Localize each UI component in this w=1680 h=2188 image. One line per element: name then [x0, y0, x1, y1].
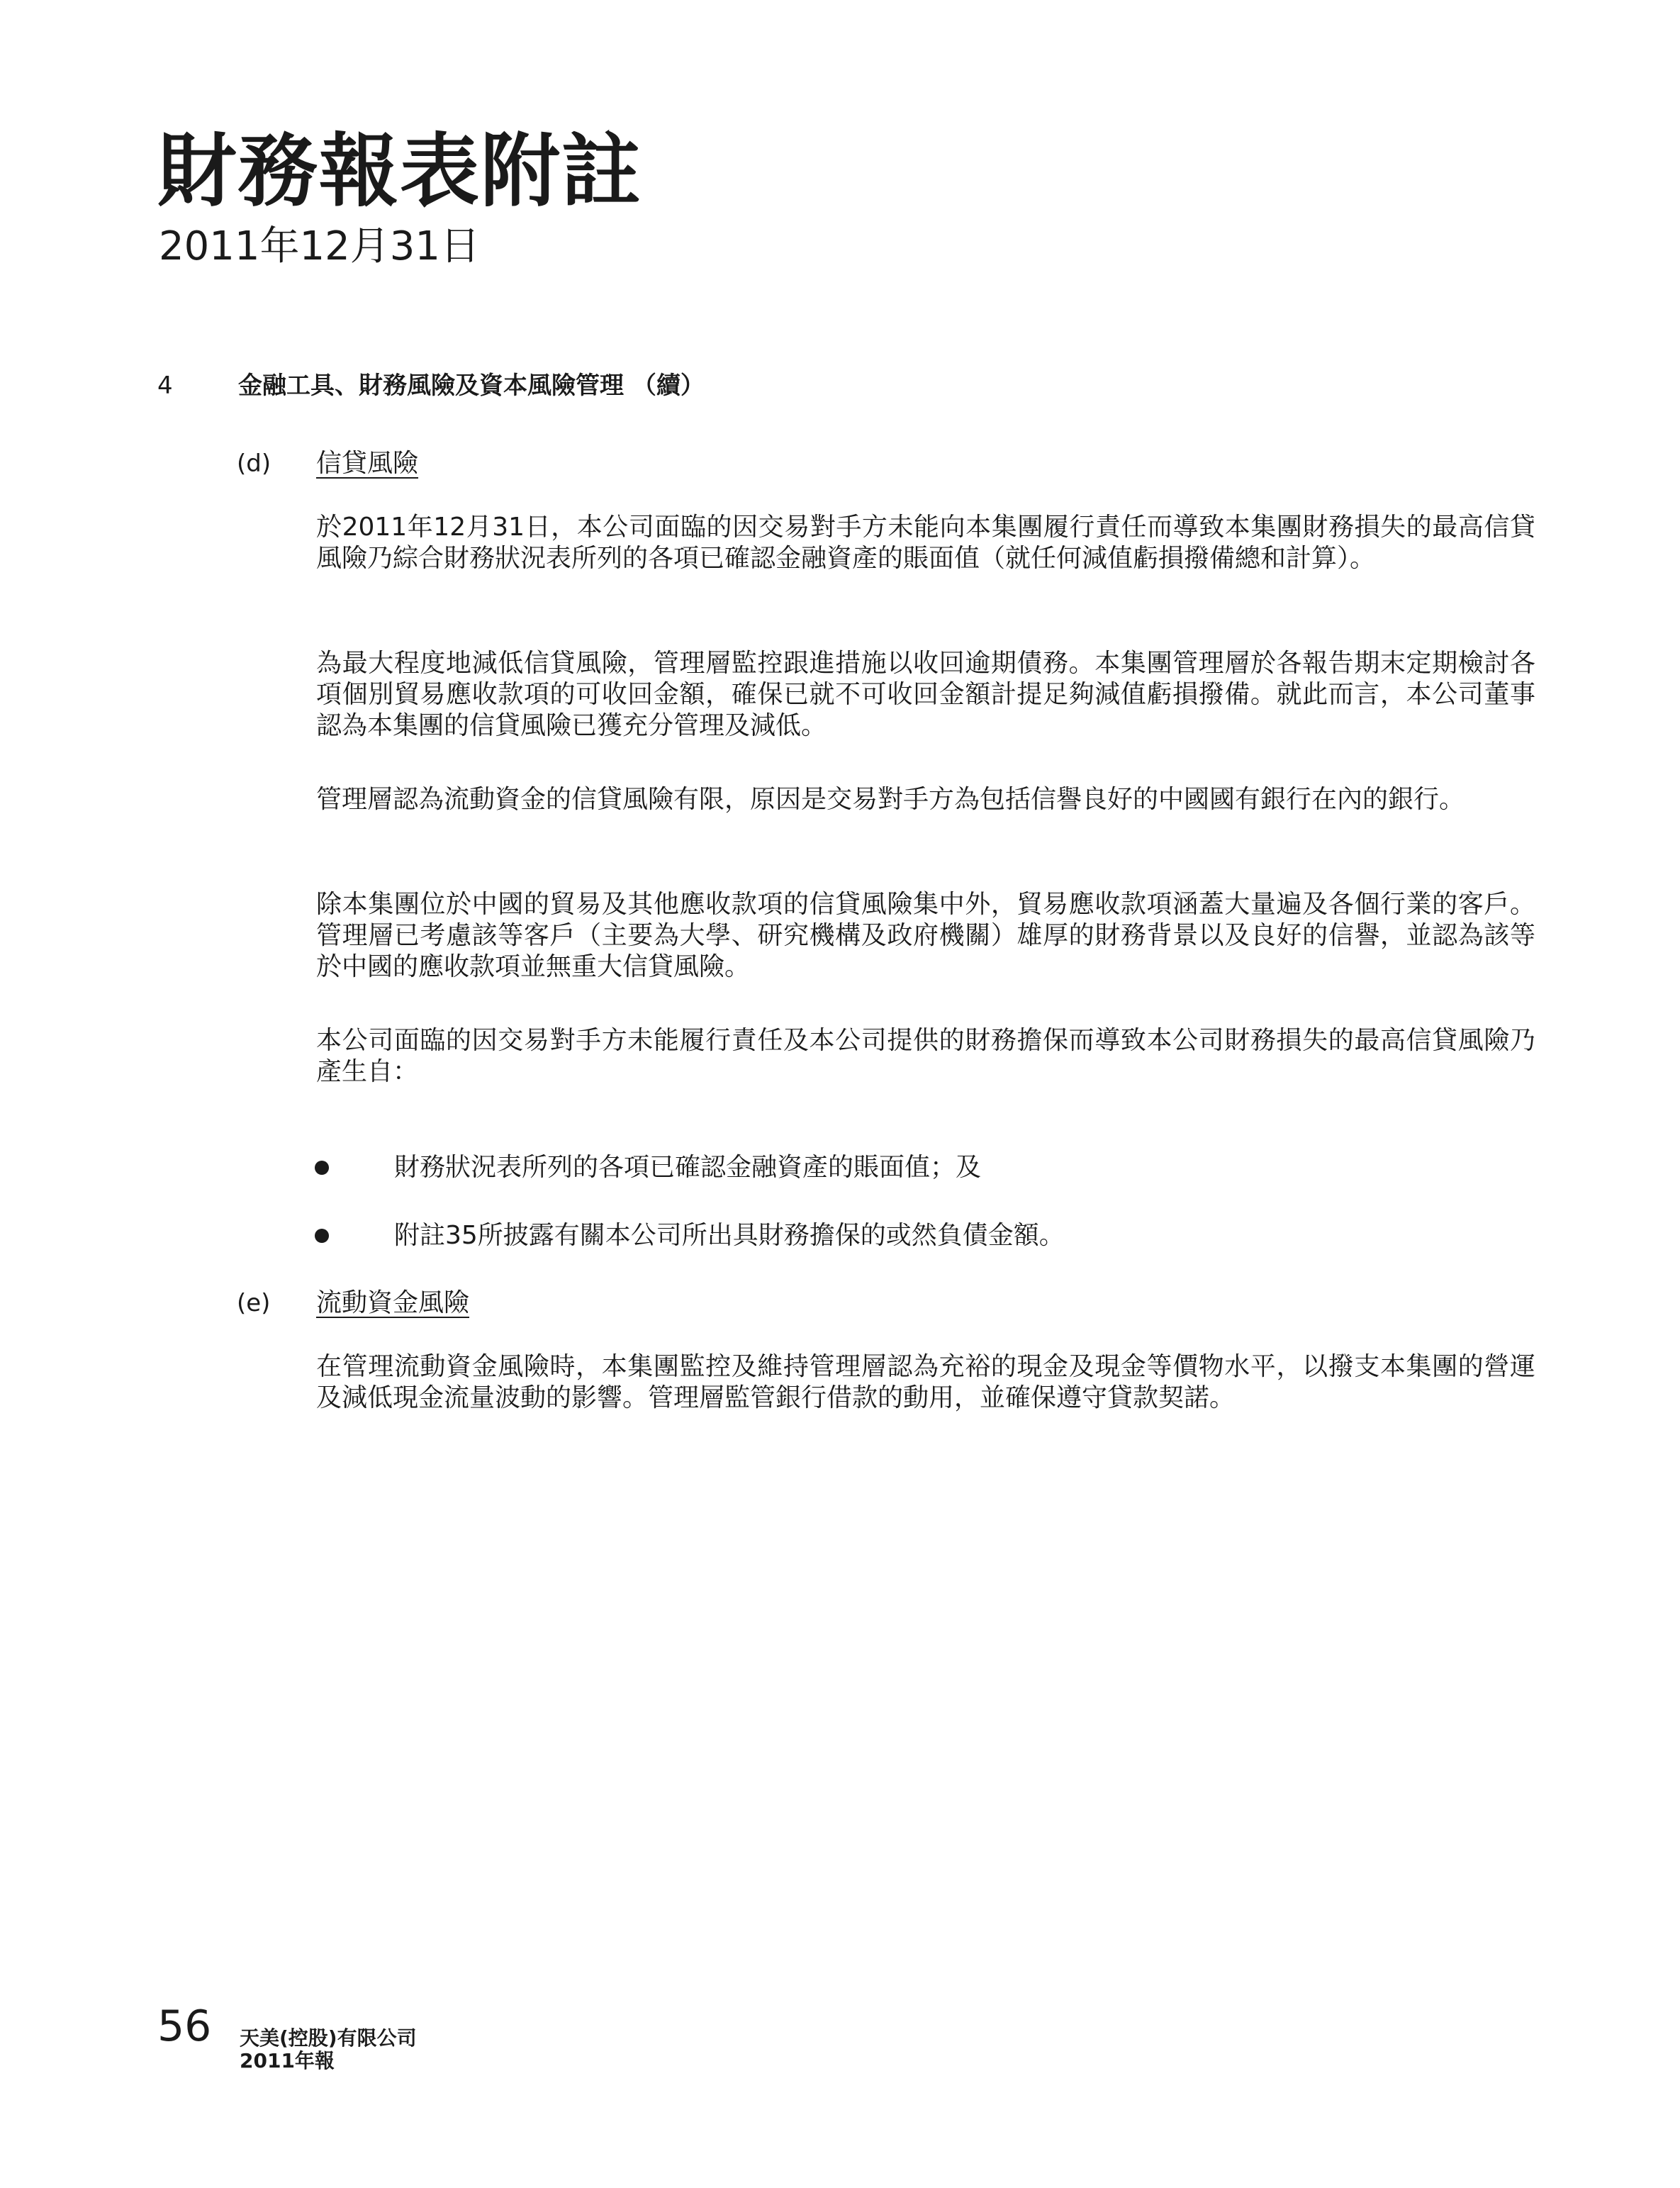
liquidity-risk-marker: (e)	[237, 1289, 271, 1317]
credit-risk-marker: (d)	[237, 450, 271, 478]
page-date: 2011年12月31日	[159, 223, 481, 269]
bullet-item: 附註35所披露有關本公司所出具財務擔保的或然負債金額。	[394, 1221, 1065, 1250]
page-number: 56	[157, 2002, 212, 2051]
credit-risk-title: 信貸風險	[316, 449, 419, 478]
bullet-item: 財務狀況表所列的各項已確認金融資產的賬面值；及	[394, 1153, 982, 1182]
credit-risk-paragraph: 為最大程度地減低信貸風險，管理層監控跟進措施以收回逾期債務。本集團管理層於各報告期末定期檢討各項個別貿易應收款項的可收回金額，確保已就不可收回金額計提足夠減值虧損撥備。就此而言，本公司董事認為本集團的信貸風險已獲充分管理及減低。	[316, 649, 1535, 740]
credit-risk-paragraph: 本公司面臨的因交易對手方未能履行責任及本公司提供的財務擔保而導致本公司財務損失的最高信貸風險乃產生自：	[316, 1026, 1535, 1086]
page-title: 財務報表附註	[157, 125, 642, 218]
liquidity-risk-paragraph: 在管理流動資金風險時，本集團監控及維持管理層認為充裕的現金及現金等價物水平，以撥支本集團的營運及減低現金流量波動的影響。管理層監管銀行借款的動用，並確保遵守貸款契諾。	[316, 1352, 1535, 1412]
section-heading: 金融工具、財務風險及資本風險管理 （續）	[238, 372, 705, 400]
credit-risk-paragraph: 管理層認為流動資金的信貸風險有限，原因是交易對手方為包括信譽良好的中國國有銀行在內的銀行。	[316, 785, 1465, 814]
section-number: 4	[157, 372, 173, 400]
bullet-dot	[315, 1229, 329, 1243]
report-year: 2011年報	[240, 2049, 335, 2072]
credit-risk-paragraph: 於2011年12月31日，本公司面臨的因交易對手方未能向本集團履行責任而導致本集團財務損失的最高信貸風險乃綜合財務狀況表所列的各項已確認金融資產的賬面值（就任何減值虧損撥備總和計算）。	[316, 513, 1535, 573]
bullet-dot	[315, 1161, 329, 1175]
liquidity-risk-title: 流動資金風險	[316, 1288, 470, 1317]
company-name: 天美(控股)有限公司	[240, 2026, 417, 2050]
credit-risk-paragraph: 除本集團位於中國的貿易及其他應收款項的信貸風險集中外，貿易應收款項涵蓋大量遍及各個行業的客戶。管理層已考慮該等客戶（主要為大學、研究機構及政府機關）雄厚的財務背景以及良好的信譽，並認為該等於中國的應收款項並無重大信貸風險。	[316, 890, 1535, 981]
